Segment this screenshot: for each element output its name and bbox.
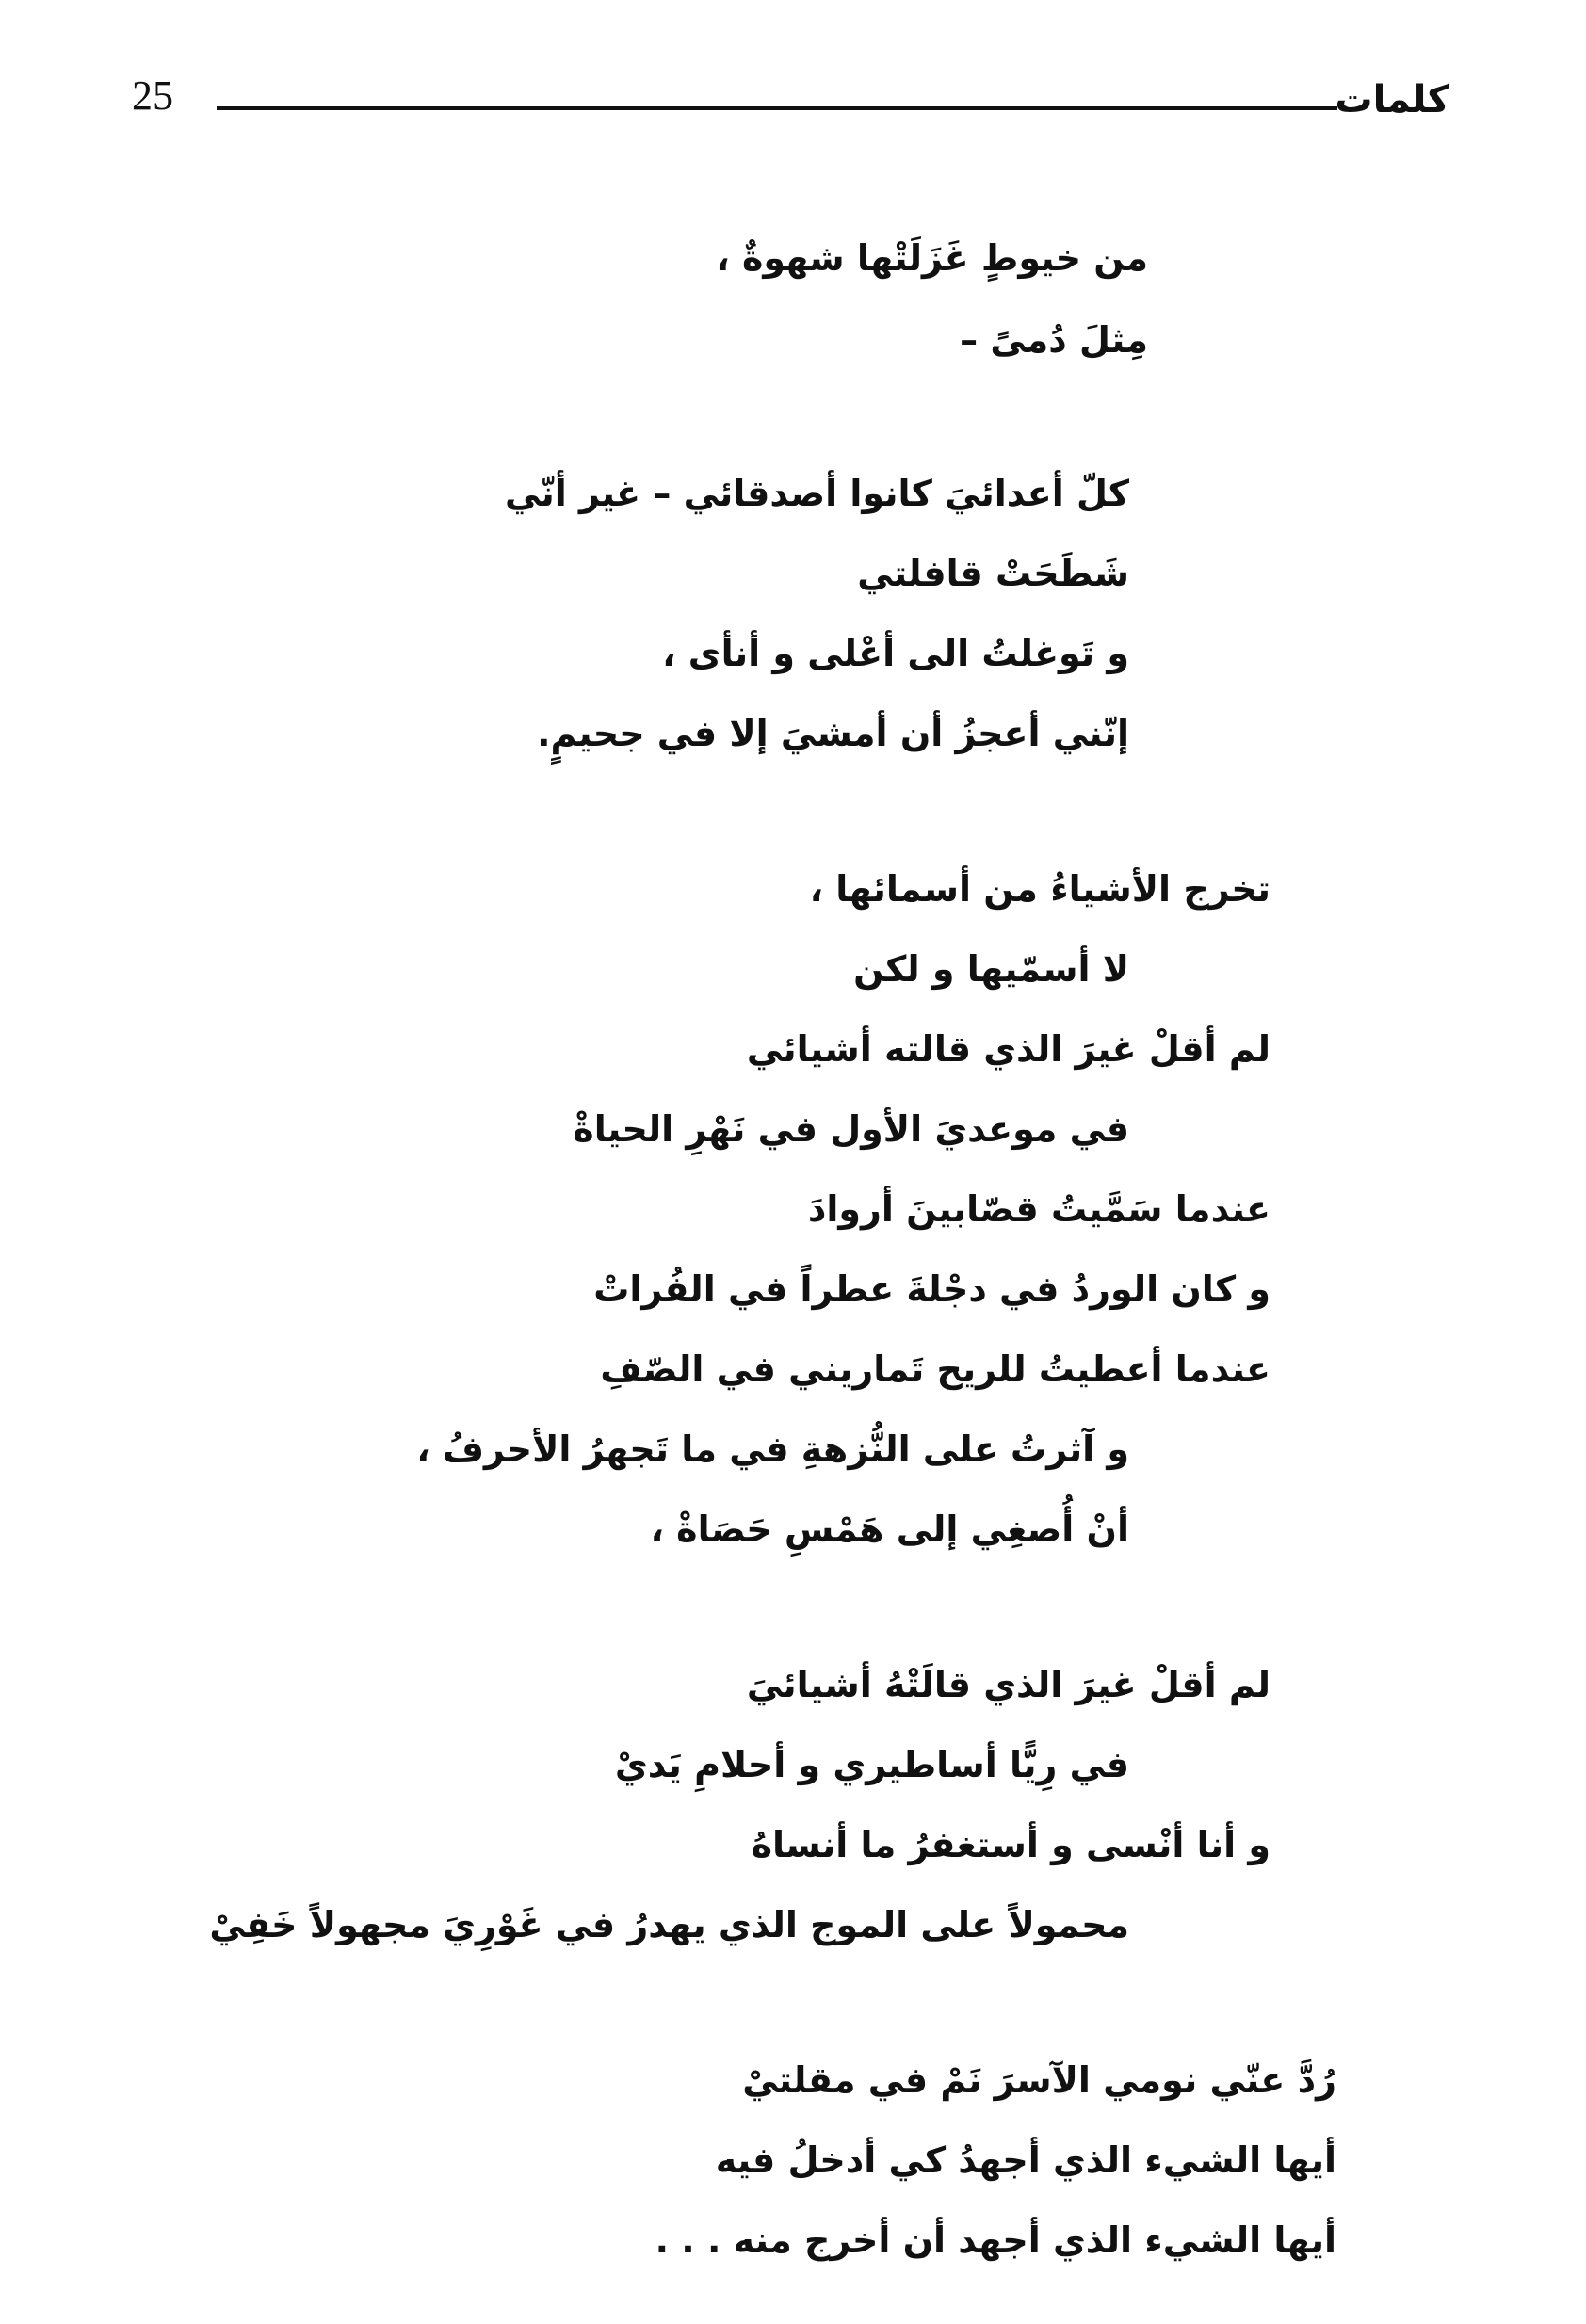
poem-line: و كان الوردُ في دجْلةَ عطراً في الفُراتْ xyxy=(593,1268,1270,1310)
poem-line: لم أقلْ غيرَ الذي قالته أشيائي xyxy=(746,1028,1270,1070)
poem-line: لا أسمّيها و لكن xyxy=(853,948,1129,990)
poem-line: تخرج الأشياءُ من أسمائها ، xyxy=(809,868,1270,910)
poem-line: أنْ أُصغِي إلى هَمْسِ حَصَاةْ ، xyxy=(650,1509,1129,1550)
header-rule xyxy=(217,106,1337,110)
poem-line: عندما سَمَّيتُ قصّابينَ أروادَ xyxy=(807,1188,1270,1230)
poem-line: رُدَّ عنّي نومي الآسرَ نَمْ في مقلتيْ xyxy=(742,2059,1336,2101)
poem-line: إنّني أعجزُ أن أمشيَ إلا في جحيمٍ. xyxy=(537,713,1129,754)
page-number: 25 xyxy=(132,73,173,119)
poem-line: أيها الشيء الذي أجهدُ كي أدخلُ فيه xyxy=(715,2139,1336,2181)
poem-line: من خيوطٍ غَزَلَتْها شهوةٌ ، xyxy=(716,237,1148,279)
poem-line: لم أقلْ غيرَ الذي قالَتْهُ أشيائيَ xyxy=(746,1664,1270,1705)
running-title: كلمات xyxy=(1335,78,1449,121)
poem-line: و آثرتُ على النُّزهةِ في ما تَجهرُ الأحرفُ ، xyxy=(416,1428,1129,1470)
poem-line: في رِيًّا أساطيري و أحلامِ يَديْ xyxy=(614,1744,1129,1785)
poem-line: مِثلَ دُمىً – xyxy=(960,319,1148,361)
poem-line: في موعديَ الأول في نَهْرِ الحياةْ xyxy=(573,1108,1129,1150)
poem-line: و تَوغلتُ الى أعْلى و أنأى ، xyxy=(662,633,1129,674)
poem-line: شَطَحَتْ قافلتي xyxy=(857,553,1129,594)
poem-line: أيها الشيء الذي أجهد أن أخرج منه . . . xyxy=(655,2219,1336,2261)
page-header xyxy=(0,56,1586,132)
poem-line: كلّ أعدائيَ كانوا أصدقائي – غير أنّي xyxy=(505,473,1129,514)
poem-line: محمولاً على الموج الذي يهدرُ في غَوْرِيَ مجهولاً خَفِيْ xyxy=(209,1904,1129,1945)
poem-line: و أنا أنْسى و أستغفرُ ما أنساهُ xyxy=(751,1824,1270,1865)
poem-line: عندما أعطيتُ للريح تَماريني في الصّفِ xyxy=(600,1348,1270,1390)
